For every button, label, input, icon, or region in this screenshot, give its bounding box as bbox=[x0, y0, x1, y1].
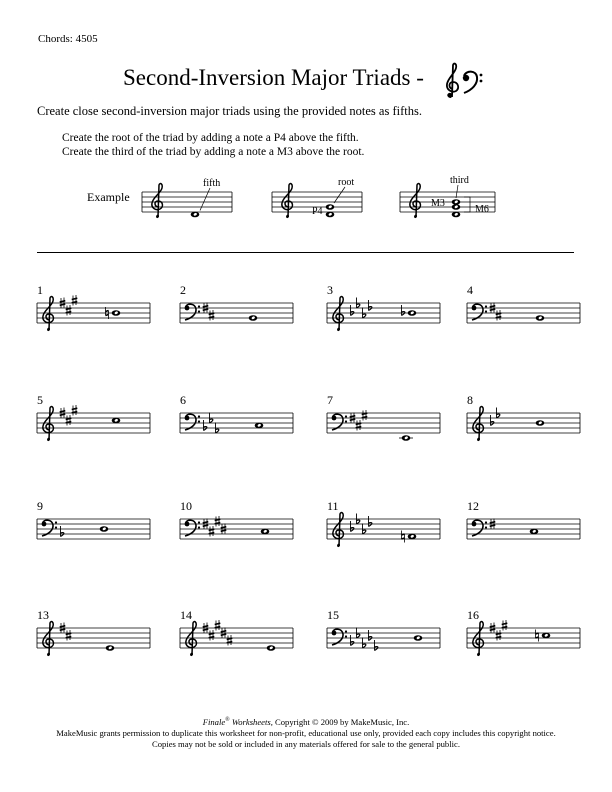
natural-icon bbox=[402, 531, 405, 543]
instruction-third: Create the third of the triad by adding a note a M3 above the root. bbox=[62, 146, 365, 158]
annotation-third: third bbox=[450, 175, 469, 186]
exercise-staff bbox=[35, 401, 155, 451]
exercise-staff bbox=[325, 401, 445, 451]
treble-clef-icon bbox=[43, 297, 54, 332]
annotation-fifth: fifth bbox=[203, 178, 221, 189]
exercise-staff bbox=[178, 401, 298, 451]
treble-clef-icon bbox=[447, 64, 458, 98]
flat-icon bbox=[351, 521, 354, 532]
whole-note bbox=[191, 212, 200, 218]
bass-clef-icon bbox=[463, 72, 483, 93]
flat-icon bbox=[491, 415, 494, 426]
sharp-icon bbox=[209, 310, 215, 321]
natural-icon bbox=[536, 630, 539, 642]
page-title bbox=[0, 62, 612, 102]
title-clefs bbox=[440, 62, 500, 102]
flat-icon bbox=[402, 305, 405, 316]
sharp-icon bbox=[72, 405, 78, 416]
footer-line-2: MakeMusic grants permission to duplicate this worksheet for non-profit, educational use only, provided each copy includes this copyright notice. bbox=[56, 727, 556, 738]
whole-note bbox=[414, 635, 423, 641]
whole-note bbox=[408, 310, 417, 316]
sharp-icon bbox=[362, 410, 368, 421]
footer-copyright: , Copyright © 2009 by MakeMusic, Inc. bbox=[270, 716, 410, 727]
flat-icon bbox=[204, 420, 207, 431]
exercise-staff bbox=[325, 507, 445, 557]
exercise-number: 1 bbox=[37, 283, 43, 297]
worksheet-code: Chords: 4505 bbox=[38, 33, 98, 45]
exercise-staff bbox=[325, 291, 445, 341]
whole-note bbox=[452, 212, 461, 218]
sharp-icon bbox=[502, 620, 508, 631]
whole-note bbox=[536, 420, 545, 426]
sharp-icon bbox=[496, 630, 502, 641]
exercise-number: 15 bbox=[327, 608, 339, 622]
exercise-number: 11 bbox=[327, 499, 339, 513]
annotation-arrow bbox=[456, 185, 458, 198]
exercise-number: 8 bbox=[467, 393, 473, 407]
exercise-number: 3 bbox=[327, 283, 333, 297]
treble-clef-icon bbox=[473, 622, 484, 657]
flat-icon bbox=[375, 640, 378, 651]
sharp-icon bbox=[72, 295, 78, 306]
exercise-staff bbox=[465, 401, 585, 451]
whole-note bbox=[530, 529, 539, 535]
treble-clef-icon bbox=[186, 622, 197, 657]
flat-icon bbox=[351, 635, 354, 646]
example-staff-3 bbox=[398, 170, 508, 230]
exercise-number: 9 bbox=[37, 499, 43, 513]
sharp-icon bbox=[66, 630, 72, 641]
treble-clef-icon bbox=[43, 622, 54, 657]
footer-line-3: Copies may not be sold or included in any materials offered for sale to the general public. bbox=[152, 738, 460, 749]
whole-note bbox=[452, 199, 461, 205]
exercise-number: 7 bbox=[327, 393, 333, 407]
m6-bracket bbox=[464, 197, 470, 212]
treble-clef-icon bbox=[473, 407, 484, 442]
exercise-staff bbox=[35, 616, 155, 666]
whole-note bbox=[112, 310, 121, 316]
exercise-number: 10 bbox=[180, 499, 192, 513]
flat-icon bbox=[351, 305, 354, 316]
flat-icon bbox=[369, 630, 372, 641]
annotation-root: root bbox=[338, 177, 355, 188]
sharp-icon bbox=[356, 420, 362, 431]
treble-clef-icon bbox=[43, 407, 54, 442]
whole-note bbox=[255, 423, 264, 429]
exercise-number: 5 bbox=[37, 393, 43, 407]
sharp-icon bbox=[227, 635, 233, 646]
whole-note bbox=[452, 204, 461, 210]
exercise-staff bbox=[178, 291, 298, 341]
whole-note bbox=[112, 418, 121, 424]
whole-note bbox=[542, 633, 551, 639]
treble-clef-icon bbox=[333, 513, 344, 548]
title-text: Second-Inversion Major Triads - bbox=[123, 65, 424, 90]
exercise-staff bbox=[178, 616, 298, 666]
sharp-icon bbox=[215, 516, 221, 527]
whole-note bbox=[106, 645, 115, 651]
section-divider bbox=[37, 252, 574, 253]
whole-note bbox=[267, 645, 276, 651]
instruction-root: Create the root of the triad by adding a note a P4 above the fifth. bbox=[62, 132, 359, 144]
whole-note bbox=[261, 529, 270, 535]
exercise-number: 13 bbox=[37, 608, 49, 622]
treble-clef-icon bbox=[333, 297, 344, 332]
annotation-m6: M6 bbox=[475, 204, 489, 215]
whole-note bbox=[326, 204, 335, 210]
footer-brand: Finale bbox=[202, 716, 226, 727]
sharp-icon bbox=[209, 630, 215, 641]
flat-icon bbox=[61, 526, 64, 537]
exercise-staff bbox=[465, 616, 585, 666]
treble-clef-icon bbox=[410, 184, 421, 219]
annotation-p4: P4 bbox=[312, 206, 323, 217]
exercise-number: 6 bbox=[180, 393, 186, 407]
exercise-staff bbox=[35, 507, 155, 557]
exercise-staff bbox=[178, 507, 298, 557]
exercise-number: 4 bbox=[467, 283, 473, 297]
example-staff-2 bbox=[270, 170, 370, 230]
annotation-arrow bbox=[334, 187, 345, 203]
treble-clef-icon bbox=[152, 184, 163, 219]
copyright-footer bbox=[0, 715, 612, 750]
flat-icon bbox=[369, 300, 372, 311]
footer-brand-suffix: Worksheets bbox=[231, 716, 271, 727]
footer-line-1: Finale® Worksheets, Copyright © 2009 by MakeMusic, Inc. bbox=[202, 716, 410, 727]
annotation-m3: M3 bbox=[431, 198, 445, 209]
sharp-icon bbox=[215, 620, 221, 631]
example-label: Example bbox=[87, 190, 130, 204]
whole-note bbox=[536, 315, 545, 321]
sharp-icon bbox=[66, 305, 72, 316]
exercise-staff bbox=[35, 291, 155, 341]
exercise-number: 2 bbox=[180, 283, 186, 297]
whole-note bbox=[402, 435, 411, 441]
sharp-icon bbox=[66, 415, 72, 426]
whole-note bbox=[249, 315, 258, 321]
flat-icon bbox=[369, 516, 372, 527]
exercise-staff bbox=[325, 616, 445, 666]
sharp-icon bbox=[496, 310, 502, 321]
example-staff-1 bbox=[140, 170, 240, 230]
exercise-number: 14 bbox=[180, 608, 192, 622]
intro-text: Create close second-inversion major triads using the provided notes as fifths. bbox=[37, 104, 422, 118]
treble-clef-icon bbox=[282, 184, 293, 219]
whole-note bbox=[100, 526, 109, 532]
sharp-icon bbox=[209, 526, 215, 537]
exercise-number: 12 bbox=[467, 499, 479, 513]
exercise-staff bbox=[465, 507, 585, 557]
exercise-staff bbox=[465, 291, 585, 341]
whole-note bbox=[408, 534, 417, 540]
exercise-number: 16 bbox=[467, 608, 479, 622]
whole-note bbox=[326, 212, 335, 218]
